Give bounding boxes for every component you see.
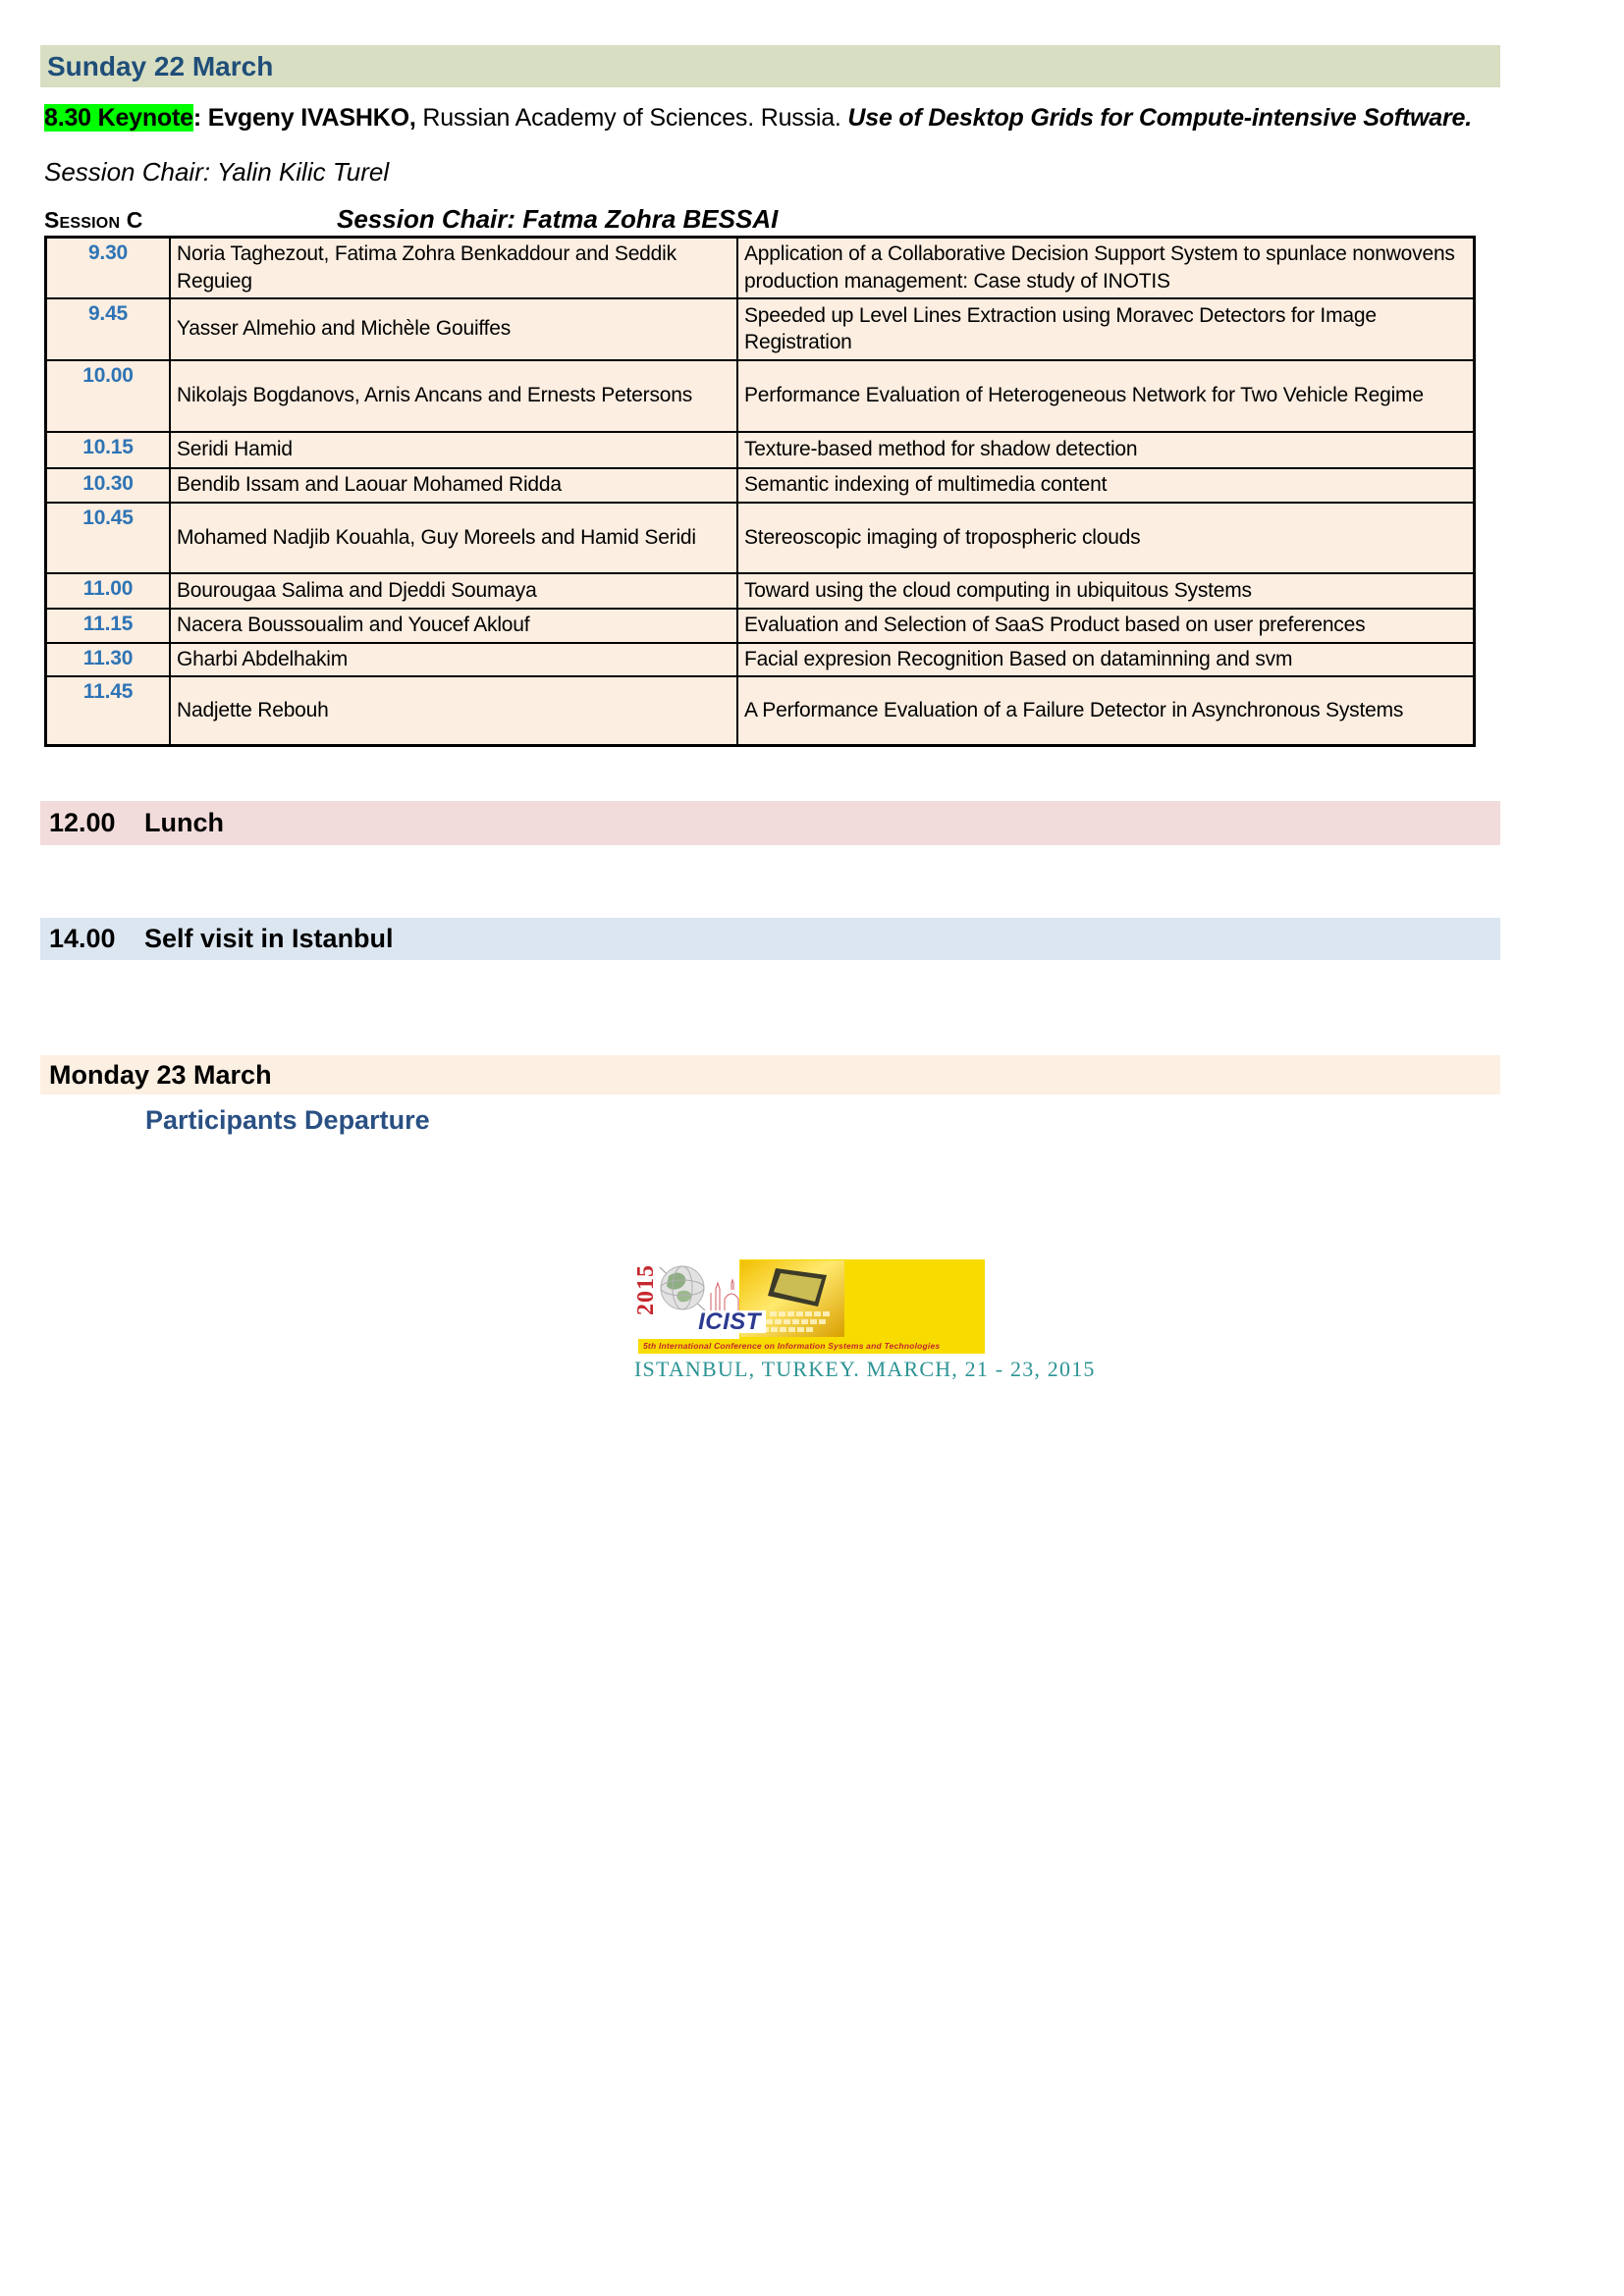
keynote-talk-title: Use of Desktop Grids for Compute-intensive Software. xyxy=(847,104,1472,132)
session-table-body xyxy=(46,238,1475,746)
session-authors: Nacera Boussoualim and Youcef Aklouf xyxy=(170,609,737,643)
session-authors: Nikolajs Bogdanovs, Arnis Ancans and Ernests Petersons xyxy=(170,360,737,432)
session-authors: Gharbi Abdelhakim xyxy=(170,643,737,676)
day-header-sunday xyxy=(40,45,1500,87)
logo-acronym-text: ICIST xyxy=(698,1308,761,1335)
participants-departure: Participants Departure xyxy=(145,1105,430,1135)
session-time: 11.30 xyxy=(46,643,171,676)
session-title: Speeded up Level Lines Extraction using Moravec Detectors for Image Registration xyxy=(737,298,1475,360)
icist-logo xyxy=(633,1259,1096,1402)
keynote-time-highlight: 8.30 Keynote xyxy=(44,104,193,132)
session-time: 10.15 xyxy=(46,432,171,468)
session-authors: Noria Taghezout, Fatima Zohra Benkaddour and Seddik Reguieg xyxy=(170,238,737,298)
lunch-time: 12.00 xyxy=(49,808,116,837)
self-visit-bar xyxy=(40,918,1500,960)
session-c-label: Session C xyxy=(44,207,143,233)
session-title: Toward using the cloud computing in ubiquitous Systems xyxy=(737,573,1475,609)
session-time: 11.15 xyxy=(46,609,171,643)
session-authors: Bourougaa Salima and Djeddi Soumaya xyxy=(170,573,737,609)
session-title: Application of a Collaborative Decision Support System to spunlace nonwovens production management: Case study of INOTIS xyxy=(737,238,1475,298)
table-row xyxy=(46,676,1475,746)
session-c-chair: Session Chair: Fatma Zohra BESSAI xyxy=(337,204,779,234)
self-visit-time: 14.00 xyxy=(49,924,116,953)
table-row xyxy=(46,360,1475,432)
table-row xyxy=(46,298,1475,360)
table-row xyxy=(46,573,1475,609)
session-time: 9.45 xyxy=(46,298,171,360)
session-authors: Mohamed Nadjib Kouahla, Guy Moreels and Hamid Seridi xyxy=(170,503,737,573)
table-row xyxy=(46,643,1475,676)
session-title: Stereoscopic imaging of tropospheric clouds xyxy=(737,503,1475,573)
keynote-affiliation: Russian Academy of Sciences. Russia. xyxy=(415,104,848,132)
table-row xyxy=(46,432,1475,468)
keynote-speaker: Evgeny IVASHKO, xyxy=(207,104,416,132)
session-time: 10.45 xyxy=(46,503,171,573)
session-time: 10.00 xyxy=(46,360,171,432)
session-time: 11.45 xyxy=(46,676,171,746)
session-title: Performance Evaluation of Heterogeneous Network for Two Vehicle Regime xyxy=(737,360,1475,432)
session-authors: Yasser Almehio and Michèle Gouiffes xyxy=(170,298,737,360)
session-authors: Bendib Issam and Laouar Mohamed Ridda xyxy=(170,468,737,503)
logo-acronym-band xyxy=(693,1310,766,1333)
session-authors: Seridi Hamid xyxy=(170,432,737,468)
logo-subtitle-text: 5th International Conference on Information Systems and Technologies xyxy=(643,1341,941,1351)
table-row xyxy=(46,503,1475,573)
session-title: Facial expresion Recognition Based on dataminning and svm xyxy=(737,643,1475,676)
session-authors: Nadjette Rebouh xyxy=(170,676,737,746)
lunch-bar xyxy=(40,801,1500,845)
logo-year-text: 2015 xyxy=(633,1264,659,1315)
day-header-monday xyxy=(40,1055,1500,1095)
table-row xyxy=(46,468,1475,503)
session-chair-morning: Session Chair: Yalin Kilic Turel xyxy=(44,157,390,187)
session-time: 11.00 xyxy=(46,573,171,609)
keynote-separator: : xyxy=(192,104,208,132)
day-header-sunday-label: Sunday 22 March xyxy=(47,50,274,81)
table-row xyxy=(46,609,1475,643)
session-table xyxy=(44,236,1476,747)
session-title: A Performance Evaluation of a Failure Detector in Asynchronous Systems xyxy=(737,676,1475,746)
day-header-monday-label: Monday 23 March xyxy=(49,1059,272,1090)
session-title: Texture-based method for shadow detection xyxy=(737,432,1475,468)
session-time: 10.30 xyxy=(46,468,171,503)
session-time: 9.30 xyxy=(46,238,171,298)
session-title: Evaluation and Selection of SaaS Product based on user preferences xyxy=(737,609,1475,643)
keynote-line xyxy=(44,104,1472,133)
session-title: Semantic indexing of multimedia content xyxy=(737,468,1475,503)
logo-location-text: ISTANBUL, TURKEY. MARCH, 21 - 23, 2015 xyxy=(634,1357,1096,1381)
self-visit-label: Self visit in Istanbul xyxy=(144,924,394,953)
table-row xyxy=(46,238,1475,298)
lunch-label: Lunch xyxy=(144,808,224,837)
